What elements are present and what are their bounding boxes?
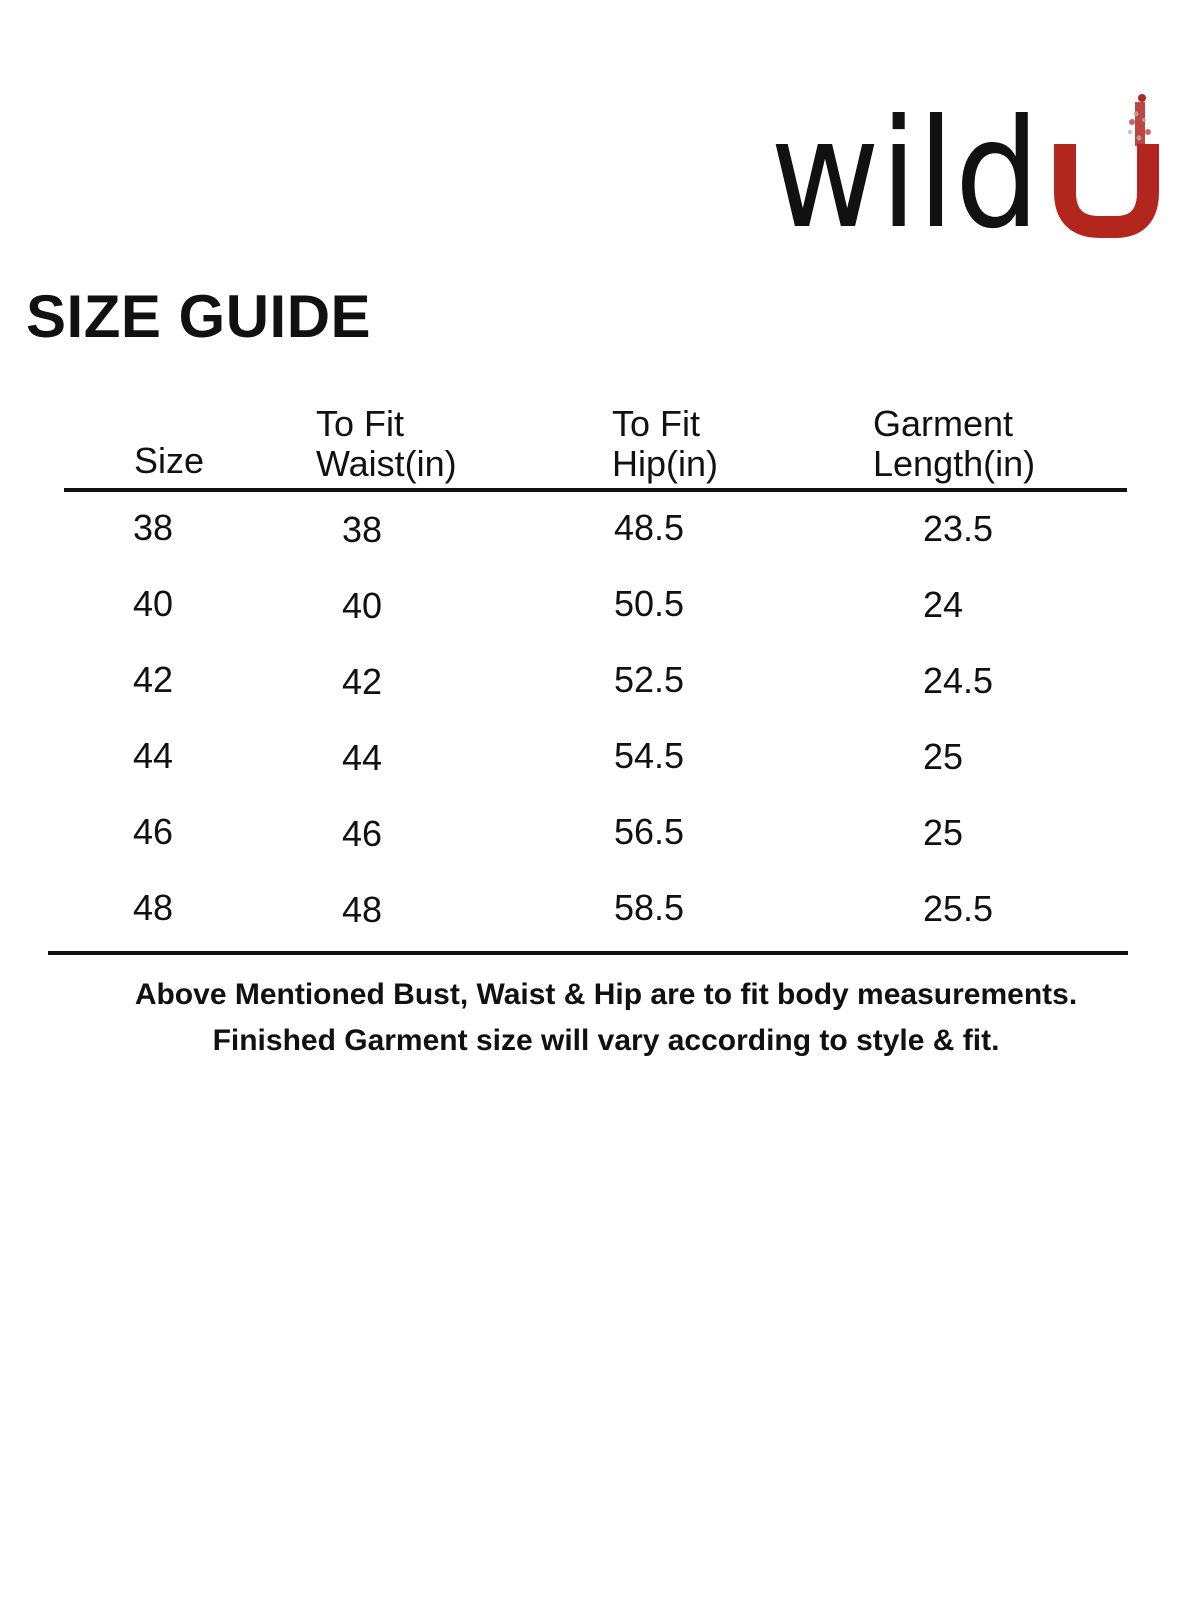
cell-waist: 38	[342, 509, 383, 550]
cell-length: 25	[923, 812, 964, 853]
header-hip-line2: Hip(in)	[612, 443, 719, 484]
cell-length: 25	[923, 736, 964, 777]
cell-size: 46	[133, 811, 174, 852]
cell-size: 38	[133, 507, 174, 548]
cell-hip: 48.5	[614, 507, 685, 548]
cell-size: 40	[133, 583, 174, 624]
cell-waist: 44	[342, 737, 383, 778]
cell-waist: 46	[342, 813, 383, 854]
cell-hip: 56.5	[614, 811, 685, 852]
cell-size: 48	[133, 887, 174, 928]
logo-u-mark	[1065, 144, 1148, 227]
header-waist	[316, 404, 457, 484]
header-size	[134, 441, 204, 481]
header-waist-line2: Waist(in)	[316, 443, 457, 484]
logo-text: wild	[770, 92, 1040, 242]
cell-waist: 42	[342, 661, 383, 702]
note-finished-garment: Finished Garment size will vary according to style & fit.	[212, 1024, 1000, 1057]
header-length	[873, 404, 1035, 484]
header-size-label: Size	[134, 440, 205, 481]
cell-length: 24.5	[923, 660, 994, 701]
cell-waist: 48	[342, 889, 383, 930]
cell-hip: 58.5	[614, 887, 685, 928]
cell-hip: 54.5	[614, 735, 685, 776]
cell-length: 25.5	[923, 888, 994, 929]
table-bottom-divider	[48, 951, 1128, 955]
cell-size: 42	[133, 659, 174, 700]
brand-logo	[770, 92, 1170, 242]
header-divider	[64, 488, 1127, 492]
cell-length: 23.5	[923, 508, 994, 549]
cell-size: 44	[133, 735, 174, 776]
header-length-line2: Length(in)	[873, 443, 1036, 484]
header-waist-line1: To Fit	[316, 403, 405, 444]
note-measurements: Above Mentioned Bust, Waist & Hip are to fit body measurements.	[134, 978, 1078, 1011]
cell-length: 24	[923, 584, 964, 625]
cell-hip: 50.5	[614, 583, 685, 624]
cell-hip: 52.5	[614, 659, 685, 700]
header-hip-line1: To Fit	[612, 403, 701, 444]
page-title: SIZE GUIDE	[26, 283, 372, 350]
header-hip	[612, 404, 718, 484]
cell-waist: 40	[342, 585, 383, 626]
header-length-line1: Garment	[873, 403, 1014, 444]
